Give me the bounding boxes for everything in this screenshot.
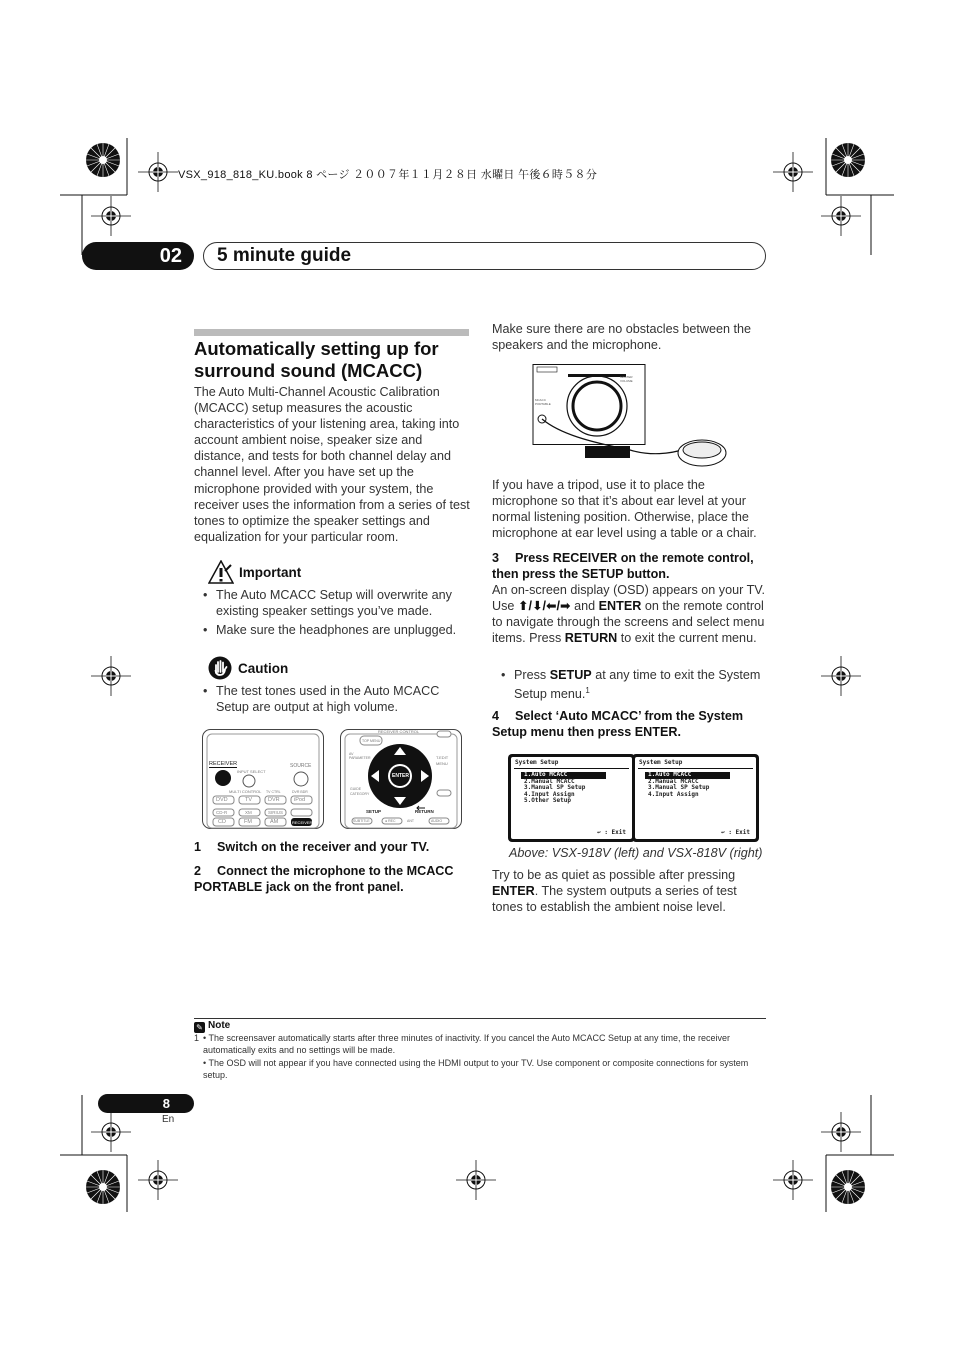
osd-menu-item: 2.Manual MCACC <box>648 777 699 785</box>
pencil-note-icon: ✎ <box>194 1022 205 1033</box>
paragraph-tripod: If you have a tripod, use it to place the microphone so that it’s about ear level at your normal listening position. Otherwise, place the microphone at ear level using a table or a chair. <box>492 478 757 541</box>
osd-exit-hint: ↩ : Exit <box>721 828 750 836</box>
osd-menu <box>524 772 606 805</box>
paragraph-obstacles: Make sure there are no obstacles between the speakers and the microphone. <box>492 322 752 353</box>
note-divider <box>194 1018 766 1019</box>
note-number: 1 <box>194 1033 200 1043</box>
step-text: Switch on the receiver and your TV. <box>217 840 430 854</box>
ipod-button: iPod <box>294 797 306 803</box>
osd-caption: Above: VSX-918V (left) and VSX-818V (right) <box>509 846 763 860</box>
chapter-title: 5 minute guide <box>217 245 352 266</box>
return-keyword: RETURN <box>564 631 618 646</box>
osd-menu-item: 4.Input Assign <box>648 790 699 798</box>
subtitle-label: SUBTITLE <box>353 819 370 823</box>
paragraph-quiet <box>492 867 768 915</box>
osd-menu-item-selected: 1.Auto MCACC <box>521 772 606 779</box>
remote-illustration-right <box>340 729 462 829</box>
osd-text: An on-screen display (OSD) appears on your TV. Use <box>492 583 766 614</box>
quiet-text: . The system outputs a series of test tones to establish the ambient noise level. <box>492 884 737 915</box>
dvr-bdr-label: DVR BDR <box>292 790 308 794</box>
hand-stop-icon <box>208 656 232 680</box>
step-text: Connect the microphone to the MCACC PORTABLE jack on the front panel. <box>194 864 454 894</box>
xm-button: XM <box>245 810 252 815</box>
multi-control-label: MULTI CONTROL <box>229 789 262 794</box>
step-number: 3 <box>492 551 500 565</box>
cd-button: CD <box>218 819 226 825</box>
menu-label: MENU <box>436 761 448 766</box>
footnote-ref: 1 <box>585 686 590 696</box>
remote-illustration-left <box>202 729 324 829</box>
enter-keyword: ENTER <box>492 884 535 899</box>
step-number: 1 <box>194 840 202 854</box>
caution-heading: Caution <box>238 661 289 676</box>
page-number: 8 <box>98 1094 194 1113</box>
guide-label: GUIDE <box>350 787 362 791</box>
osd-menu-item: 5.Other Setup <box>524 797 571 804</box>
t-edit-label: T.EDIT <box>436 755 449 760</box>
osd-exit-hint: ↩ : Exit <box>597 828 626 836</box>
sirius-button: SIRIUS <box>268 810 284 815</box>
paragraph-osd <box>492 582 770 646</box>
enter-button: ENTER <box>392 773 409 779</box>
fm-button: FM <box>244 819 252 825</box>
osd-title: System Setup <box>639 759 683 766</box>
note-text <box>194 1032 766 1081</box>
section-title: Automatically setting up for surround sound (MCACC) <box>194 338 439 381</box>
osd-screen-vsx818v <box>632 754 759 842</box>
remote-right-body <box>340 729 462 829</box>
step-number: 4 <box>492 709 500 723</box>
setup-keyword: SETUP <box>549 668 592 682</box>
osd-menu-item: 3.Manual SP Setup <box>648 784 710 791</box>
dvr-button: DVR <box>268 797 280 803</box>
ant-label: ANT <box>407 819 414 823</box>
bullet-text: at any time to exit the System Setup menu. <box>514 668 761 702</box>
tv-button: TV <box>245 797 253 803</box>
caution-list <box>194 683 472 718</box>
setup-bullet-list <box>492 667 770 705</box>
osd-text: and <box>570 599 599 614</box>
step-3 <box>492 550 767 582</box>
note-line: • The screensaver automatically starts after three minutes of inactivity. If you cancel the Auto MCACC Setup at any time, the receiver automatically exits and no settings will be made. <box>203 1033 731 1056</box>
audio-label: AUDIO <box>431 819 443 823</box>
bullet-text: Press <box>514 668 550 682</box>
caution-item: • The test tones used in the Auto MCACC Setup are output at high volume. <box>194 683 472 715</box>
step-1 <box>194 839 474 855</box>
source-label: SOURCE <box>290 763 312 769</box>
osd-title: System Setup <box>515 759 559 766</box>
osd-menu-item: 4.Input Assign <box>524 790 575 798</box>
receiver-button-label: RECEIVER <box>209 761 238 767</box>
top-menu-label: TOP MENU <box>362 739 381 743</box>
microphone-setup-diagram <box>530 364 728 468</box>
osd-menu-item-selected: 1.Auto MCACC <box>645 772 730 779</box>
important-item: • Make sure the headphones are unplugged. <box>194 622 472 638</box>
note-item <box>194 1032 766 1057</box>
category-label: CATEGORY <box>350 792 370 796</box>
osd-divider <box>514 768 629 769</box>
rec-label: ● REC <box>385 819 396 823</box>
osd-menu <box>648 772 730 798</box>
mcacc-portable-label: MCACC PORTABLE <box>535 398 551 406</box>
quiet-text: Try to be as quiet as possible after pressing <box>492 868 736 882</box>
section-rule <box>194 329 469 336</box>
parameter-label: AV PARAMETER <box>349 752 371 760</box>
important-heading: Important <box>239 565 302 580</box>
osd-menu-item: 2.Manual MCACC <box>524 777 575 785</box>
section-intro: The Auto Multi-Channel Acoustic Calibration (MCACC) setup measures the acoustic characteristics of your listening area, taking into account ambient noise, speaker size and distance, and tests for both channel delay and channel level. After you have set up the microphone provided with your system, the receiver uses the information from a series of test tones to optimize the speaker settings and equalization for your particular room. <box>194 385 470 544</box>
osd-text: to exit the current menu. <box>617 631 757 646</box>
cdr-button: CD-R <box>216 810 228 815</box>
important-item: • The Auto MCACC Setup will overwrite any existing speaker settings you’ve made. <box>194 587 472 619</box>
osd-menu-item: 3.Manual SP Setup <box>524 784 586 791</box>
master-volume-label: MASTER VOLUME <box>620 375 633 383</box>
setup-label: SETUP <box>366 809 382 814</box>
return-label: RETURN <box>415 809 434 814</box>
enter-keyword: ENTER <box>598 599 642 614</box>
note-item: • The OSD will not appear if you have connected using the HDMI output to your TV. Use component or composite connections for system setup. <box>203 1057 749 1080</box>
osd-screen-vsx918v <box>508 754 635 842</box>
step-number: 2 <box>194 864 202 878</box>
input-select-label: INPUT SELECT <box>237 769 266 774</box>
arrow-buttons-icon: ⬆/⬇/⬅/➡ <box>517 599 571 614</box>
note-heading-text: Note <box>208 1020 231 1031</box>
tv-ctrl-label: TV CTRL <box>266 790 281 794</box>
important-list <box>194 587 472 641</box>
receiver-input-button: RECEIVER <box>292 820 313 825</box>
osd-divider <box>638 768 753 769</box>
step-text: Select ‘Auto MCACC’ from the System Setup menu then press ENTER. <box>492 709 744 739</box>
file-info-header: VSX_918_818_KU.book 8 ページ ２００７年１１月２８日 水曜日 午後６時５８分 <box>178 169 598 181</box>
step-2 <box>194 863 474 895</box>
setup-bullet <box>492 667 770 702</box>
warning-icon <box>208 560 234 584</box>
step-4 <box>492 708 767 740</box>
chapter-number: 02 <box>82 242 194 270</box>
dvd-button: DVD <box>216 797 228 803</box>
osd-text: on the remote control to navigate through the screens and select menu items. Press <box>492 599 765 646</box>
page-language: En <box>162 1114 175 1125</box>
receiver-control-label: RECEIVER CONTROL <box>378 729 420 734</box>
am-button: AM <box>270 819 279 825</box>
step-text: Press RECEIVER on the remote control, then press the SETUP button. <box>492 551 754 581</box>
